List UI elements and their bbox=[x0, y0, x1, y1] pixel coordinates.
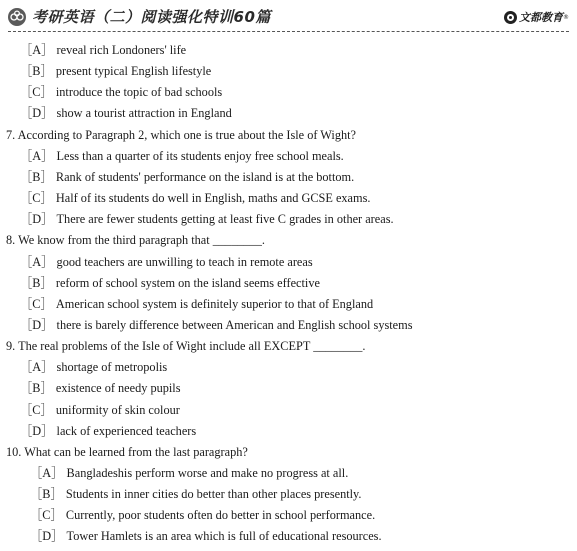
answer-option: ［D］ lack of experienced teachers bbox=[20, 423, 197, 438]
book-logo-icon bbox=[8, 8, 26, 26]
answer-option: ［B］ Rank of students' performance on the island is at the bottom. bbox=[20, 169, 355, 184]
answer-option: ［D］ Tower Hamlets is an area which is full of educational resources. bbox=[30, 529, 382, 544]
answer-option: ［D］ there is barely difference between American and English school systems bbox=[20, 317, 413, 332]
answer-option: ［D］ show a tourist attraction in England bbox=[20, 106, 232, 121]
answer-option: ［C］ Half of its students do well in English, maths and GCSE exams. bbox=[20, 191, 371, 206]
answer-option: ［D］ There are fewer students getting at least five C grades in other areas. bbox=[20, 212, 394, 227]
answer-option: ［A］ reveal rich Londoners' life bbox=[20, 43, 187, 57]
page-header bbox=[0, 0, 577, 30]
answer-option: ［C］ introduce the topic of bad schools bbox=[20, 85, 223, 100]
answer-option: ［C］ uniformity of skin colour bbox=[20, 402, 180, 417]
brand-name: 文都教育 bbox=[519, 11, 563, 24]
answer-option: ［B］ existence of needy pupils bbox=[20, 381, 181, 396]
registered-mark: ® bbox=[563, 13, 569, 21]
answer-option: ［C］ Currently, poor students often do better in school performance. bbox=[30, 508, 376, 523]
answer-option: ［A］ Less than a quarter of its students enjoy free school meals. bbox=[20, 148, 344, 163]
question-stem: 10. What can be learned from the last paragraph? bbox=[6, 444, 248, 459]
answer-option: ［C］ American school system is definitely superior to that of England bbox=[20, 296, 374, 311]
answer-option: ［A］ good teachers are unwilling to teach in remote areas bbox=[20, 254, 313, 269]
answer-option: ［A］ shortage of metropolis bbox=[20, 360, 168, 375]
brand-logo bbox=[504, 9, 569, 25]
brand-swirl-icon bbox=[504, 11, 517, 24]
question-stem: 8. We know from the third paragraph that ________. bbox=[6, 233, 266, 248]
answer-option: ［B］ reform of school system on the island seems effective bbox=[20, 275, 320, 290]
answer-option: ［A］ Bangladeshis perform worse and make no progress at all. bbox=[30, 466, 349, 480]
question-stem: 7. According to Paragraph 2, which one is true about the Isle of Wight? bbox=[6, 127, 356, 142]
answer-option: ［B］ Students in inner cities do better than other places presently. bbox=[30, 487, 362, 502]
header-divider bbox=[8, 31, 569, 32]
question-stem: 9. The real problems of the Isle of Wight include all EXCEPT ________. bbox=[6, 339, 366, 354]
page-title: 考研英语（二）阅读强化特训60篇 bbox=[32, 8, 271, 26]
answer-option: ［B］ present typical English lifestyle bbox=[20, 64, 212, 79]
